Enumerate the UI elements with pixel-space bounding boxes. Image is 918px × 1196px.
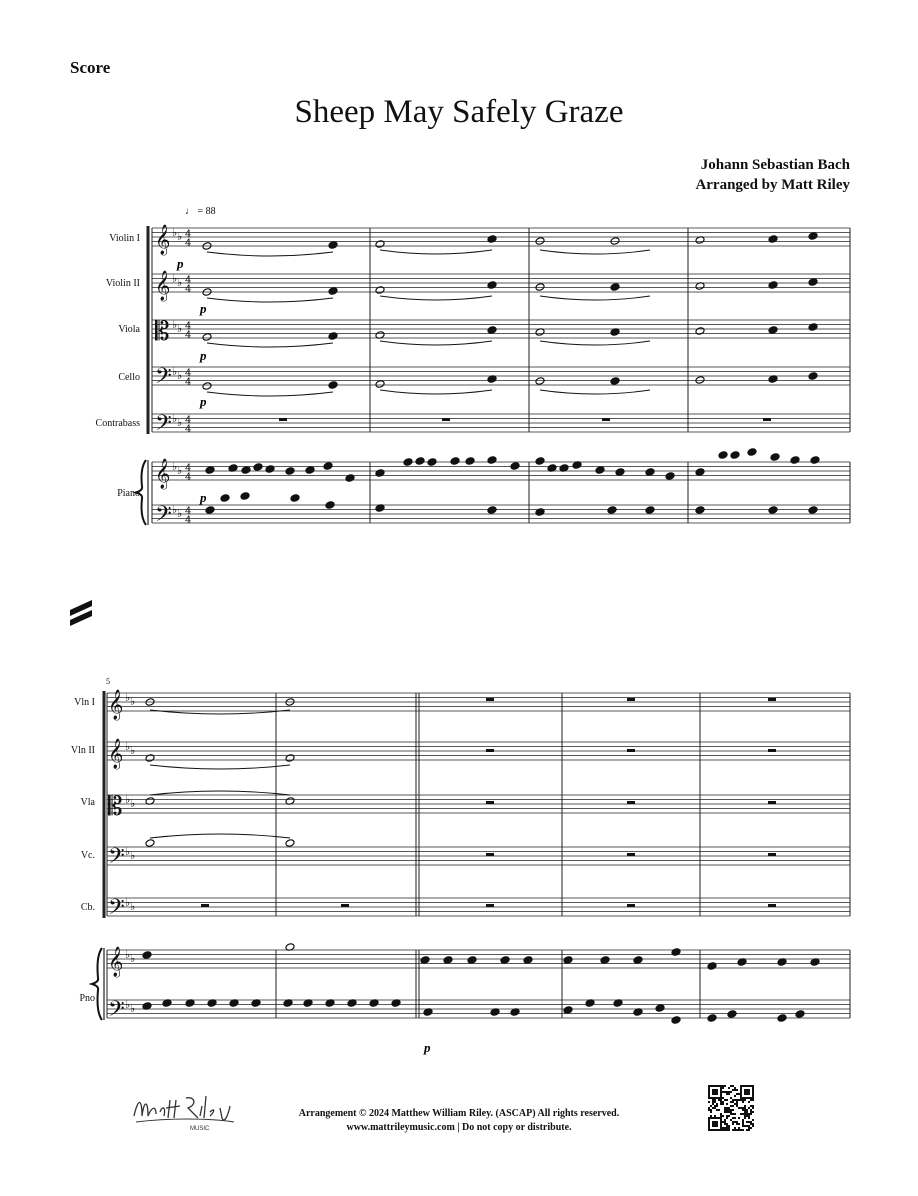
svg-text:𝄢: 𝄢 [155,411,172,441]
svg-text:𝄞: 𝄞 [155,459,171,489]
score-label: Score [70,58,111,77]
instrument-name-vln2-short: Vln II [70,745,95,756]
svg-text:𝄞: 𝄞 [108,690,124,720]
svg-text:♭: ♭ [172,226,178,239]
instrument-name-viola: Viola [118,324,140,335]
svg-text:𝄞: 𝄞 [108,739,124,769]
svg-text:♭: ♭ [172,318,178,331]
footer-copyright [0,1107,918,1135]
svg-text:♭: ♭ [130,849,136,862]
instrument-name-violin-1: Violin I [109,233,140,244]
instrument-name-violin-2: Violin II [105,278,140,289]
composer-credit: Johann Sebastian Bach [700,157,850,173]
instrument-name-vc-short: Vc. [80,850,95,861]
svg-text:𝄞: 𝄞 [155,225,171,255]
svg-text:𝄞: 𝄞 [108,947,124,977]
svg-text:𝄢: 𝄢 [155,502,172,532]
svg-text:♭: ♭ [177,276,183,289]
instrument-name-cello: Cello [118,372,140,383]
svg-text:𝄢: 𝄢 [108,997,125,1027]
svg-text:𝄢: 𝄢 [108,895,125,925]
svg-text:♭: ♭ [177,507,183,520]
clef-glyphs [108,224,191,1027]
svg-text:♭: ♭ [130,1002,136,1015]
dynamic-p-pno: p [200,490,207,505]
measure-number: 5 [106,677,110,686]
svg-text:𝄡: 𝄡 [108,792,123,822]
barlines [104,226,850,1020]
svg-text:4: 4 [185,330,192,341]
arranger-credit: Arranged by Matt Riley [695,177,850,193]
qr-code-icon[interactable] [708,1085,754,1131]
svg-text:4: 4 [185,472,192,483]
svg-text:♭: ♭ [172,503,178,516]
svg-text:4: 4 [185,229,192,240]
instrument-name-contrabass: Contrabass [95,418,140,429]
svg-text:♭: ♭ [130,797,136,810]
svg-text:♭: ♭ [130,900,136,913]
svg-text:♭: ♭ [125,845,131,858]
svg-text:4: 4 [185,377,192,388]
dynamic-p-vln2: p [200,301,207,316]
svg-text:♭: ♭ [125,740,131,753]
svg-text:𝄡: 𝄡 [155,317,170,347]
dynamic-p-pno-sys2: p [424,1040,431,1055]
svg-text:♭: ♭ [172,412,178,425]
svg-text:𝄢: 𝄢 [108,844,125,874]
svg-text:♭: ♭ [130,744,136,757]
svg-text:4: 4 [185,424,192,435]
system-break-icon [70,600,92,626]
svg-text:♭: ♭ [125,948,131,961]
svg-text:♭: ♭ [172,272,178,285]
svg-text:♭: ♭ [172,460,178,473]
instrument-name-pno-short: Pno [79,993,95,1004]
svg-text:4: 4 [185,515,192,526]
svg-text:4: 4 [185,415,192,426]
svg-text:4: 4 [185,463,192,474]
svg-text:4: 4 [185,275,192,286]
svg-text:♭: ♭ [125,896,131,909]
dynamic-p-vln1: p [177,256,184,271]
copyright-line: Arrangement © 2024 Matthew William Riley. (ASCAP) All rights reserved. [298,1108,620,1119]
svg-text:♭: ♭ [125,793,131,806]
svg-text:𝄞: 𝄞 [155,271,171,301]
tempo-marking: ♩ = 88 [185,206,216,217]
svg-text:𝄢: 𝄢 [155,364,172,394]
piece-title: Sheep May Safely Graze [294,94,624,130]
svg-text:4: 4 [185,284,192,295]
instrument-name-vln1-short: Vln I [74,697,95,708]
svg-text:♭: ♭ [130,952,136,965]
svg-text:♭: ♭ [125,691,131,704]
instrument-name-cb-short: Cb. [80,902,95,913]
svg-text:♭: ♭ [177,416,183,429]
svg-text:♭: ♭ [172,365,178,378]
svg-text:MUSIC: MUSIC [190,1126,210,1132]
svg-text:4: 4 [185,321,192,332]
svg-text:♭: ♭ [130,695,136,708]
website-line[interactable]: www.mattrileymusic.com | Do not copy or distribute. [346,1122,572,1133]
dynamic-p-vc: p [200,394,207,409]
svg-text:♭: ♭ [125,998,131,1011]
instrument-name-vla-short: Vla [80,797,95,808]
dynamic-p-vla: p [200,348,207,363]
svg-text:♭: ♭ [177,369,183,382]
svg-text:♭: ♭ [177,230,183,243]
svg-text:4: 4 [185,368,192,379]
instrument-name-piano: Piano [117,488,140,499]
svg-text:4: 4 [185,506,192,517]
svg-text:♭: ♭ [177,322,183,335]
svg-text:♭: ♭ [177,464,183,477]
svg-text:4: 4 [185,238,192,249]
staff-lines [107,228,850,1018]
